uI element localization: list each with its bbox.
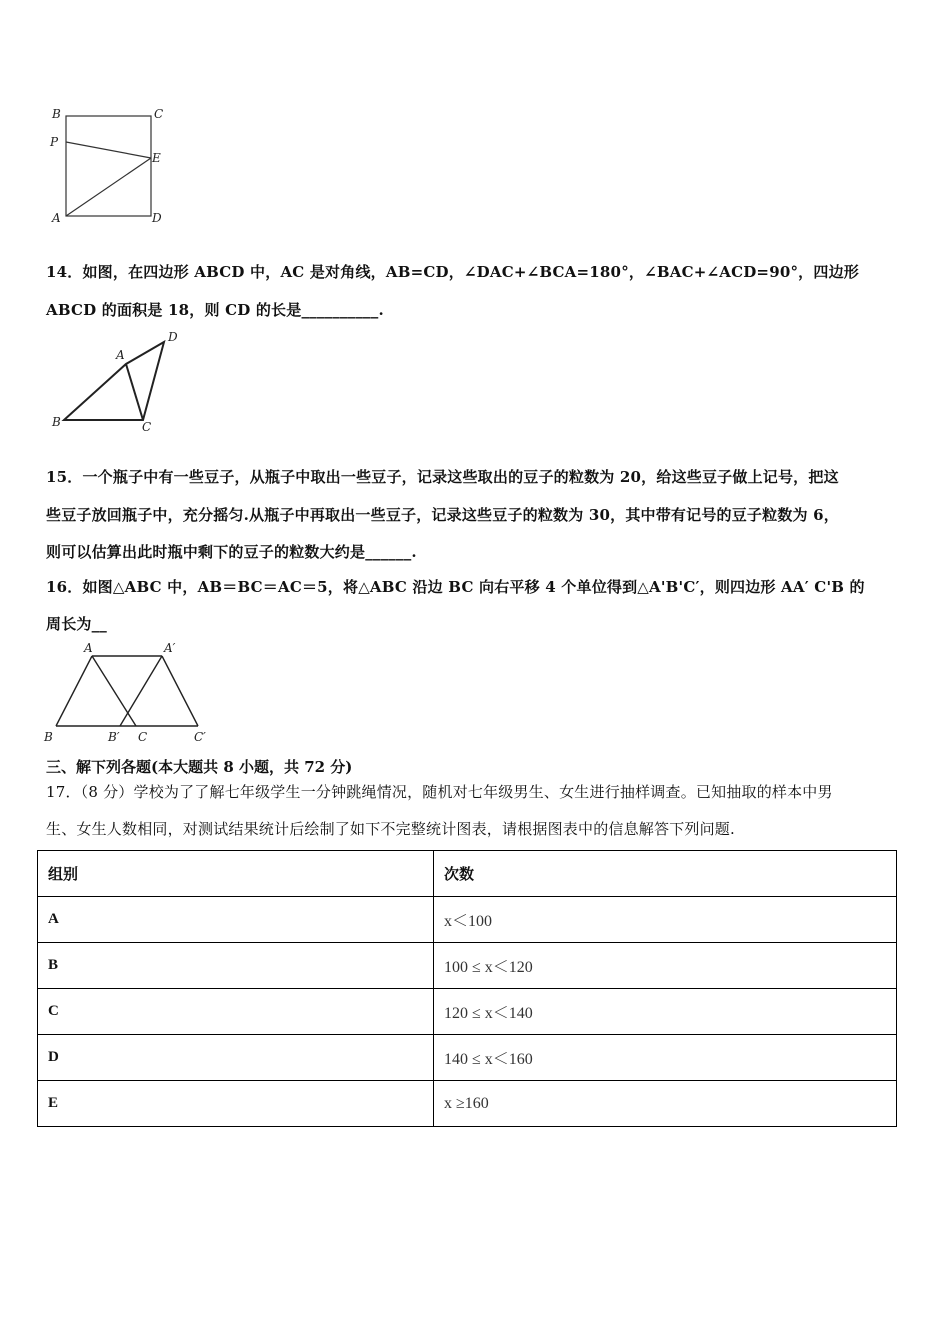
label-a-prime: A′: [164, 641, 176, 655]
label-a: A: [52, 211, 61, 225]
question-15-line-2: 些豆子放回瓶子中，充分摇匀.从瓶子中再取出一些豆子，记录这些豆子的粒数为 30，其中带有记号的豆子粒数为 6，: [46, 506, 839, 524]
group-cell: D: [38, 1035, 434, 1081]
group-cell: A: [38, 897, 434, 943]
label-d: D: [168, 330, 178, 344]
question-15-line-3: 则可以估算出此时瓶中剩下的豆子的粒数大约是______.: [46, 543, 417, 561]
label-b: B: [52, 415, 61, 429]
group-cell: E: [38, 1081, 434, 1127]
table-row: [38, 989, 897, 1035]
label-e: E: [152, 151, 161, 165]
range-cell: 140 ≤ x＜160: [434, 1035, 897, 1081]
label-p: P: [50, 135, 59, 149]
question-16-line-1: 16．如图△ABC 中，AB＝BC＝AC＝5，将△ABC 沿边 BC 向右平移 4 个单位得到△A'B'C′，则四边形 AA′ C'B 的: [46, 578, 865, 596]
label-d: D: [152, 211, 162, 225]
table-row: [38, 897, 897, 943]
header-count: 次数: [434, 851, 897, 897]
question-17-line-1: 17．（8 分）学校为了了解七年级学生一分钟跳绳情况，随机对七年级男生、女生进行抽样调查。已知抽取的样本中男: [46, 783, 833, 801]
range-cell: 120 ≤ x＜140: [434, 989, 897, 1035]
label-b: B: [44, 730, 53, 744]
table-row: [38, 1035, 897, 1081]
label-c: C: [154, 107, 164, 121]
table-row: [38, 943, 897, 989]
question-16-line-2: 周长为__: [46, 615, 108, 633]
range-cell: x＜100: [434, 897, 897, 943]
question-17-line-2: 生、女生人数相同，对测试结果统计后绘制了如下不完整统计图表，请根据图表中的信息解答下列问题.: [46, 820, 735, 838]
figure-rectangle-pe: [40, 100, 180, 230]
group-cell: C: [38, 989, 434, 1035]
label-c: C: [138, 730, 148, 744]
figure-translated-triangles: [40, 638, 230, 748]
header-group: 组别: [38, 851, 434, 897]
question-15-line-1: 15．一个瓶子中有一些豆子，从瓶子中取出一些豆子，记录这些取出的豆子的粒数为 20，给这些豆子做上记号，把这: [46, 468, 839, 486]
label-b-prime: B′: [108, 730, 120, 744]
label-c: C: [142, 420, 152, 434]
range-cell: 100 ≤ x＜120: [434, 943, 897, 989]
question-14-line-1: 14．如图，在四边形 ABCD 中，AC 是对角线，AB=CD，∠DAC+∠BCA=180°，∠BAC+∠ACD=90°，四边形: [46, 263, 859, 281]
question-14-line-2: ABCD 的面积是 18，则 CD 的长是__________.: [46, 301, 384, 319]
section-title: 三、解下列各题(本大题共 8 小题，共 72 分): [46, 758, 353, 776]
label-b: B: [52, 107, 61, 121]
table-row: [38, 1081, 897, 1127]
label-a: A: [84, 641, 93, 655]
table-header-row: [38, 851, 897, 897]
label-a: A: [116, 348, 125, 362]
label-c-prime: C′: [194, 730, 206, 744]
figure-quadrilateral-abcd: [46, 330, 186, 435]
range-cell: x ≥160: [434, 1081, 897, 1127]
group-cell: B: [38, 943, 434, 989]
frequency-table: [37, 850, 897, 1127]
